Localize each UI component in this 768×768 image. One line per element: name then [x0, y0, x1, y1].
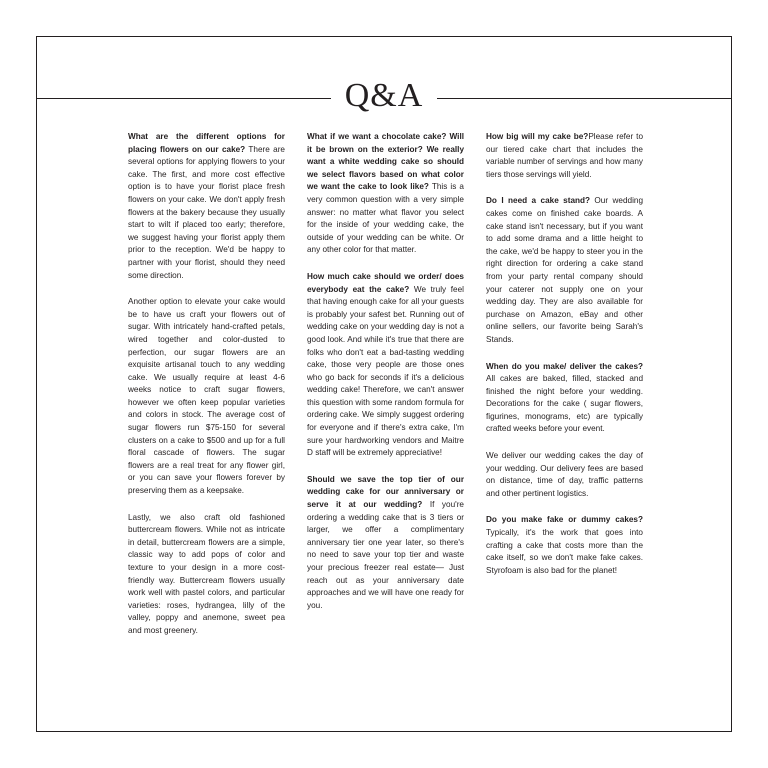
faq-entry [307, 131, 464, 257]
faq-answer: Our wedding cakes come on finished cake boards. A cake stand isn't necessary, but if you want to add some drama and a little height to the cake, we'd be happy to steer you in the right direction for ordering a cake stand from your party rental company should your caterer not supply one on your wedding day. They are also available for purchase on Amazon, eBay and other online sellers, our favorite being Sarah's Stands. [486, 196, 644, 344]
faq-entry [486, 361, 643, 437]
faq-column-2 [307, 131, 464, 612]
faq-question: Do you make fake or dummy cakes? [486, 515, 643, 525]
faq-answer: There are several options for applying flowers to your cake. The first, and more cost effective option is to have your florist place fresh flowers on your cake. We don't apply fresh flowers at the bakery because they usually start to wilt if placed too early; therefore, we suggest having your florist apply them prior to the reception. We'd be happy to partner with your florist, should they need some direction. [128, 144, 285, 280]
faq-question: What if we want a chocolate cake? Will it be brown on the exterior? We really want a white wedding cake so should we select flavors based on what color we want the cake to look like? [307, 132, 464, 192]
faq-entry [128, 296, 285, 498]
faq-question: Should we save the top tier of our wedding cake for our anniversary or serve it at our wedding? [307, 474, 464, 510]
faq-answer: All cakes are baked, filled, stacked and finished the night before your wedding. Decorations for the cake ( sugar flowers, figurines, monograms, etc) are typically crafted weeks before your event. [486, 374, 643, 434]
faq-answer: We truly feel that having enough cake for all your guests is probably your safest bet. Running out of wedding cake on your wedding day is not a good look. And while it's true that there are folks who don't eat a bad-tasting wedding cake, those very people are those ones who go back for seconds if it's a delicious wedding cake! Therefore, we can't answer this question with some random formula for ordering cake. We simply suggest ordering for everyone and if there's extra cake, I'm sure your hardworking vendors and Maitre D staff will be extremely appreciative! [307, 284, 464, 458]
page-title: Q&A [344, 77, 424, 114]
faq-entry [486, 195, 643, 346]
faq-entry [307, 271, 464, 460]
faq-column-3 [486, 131, 643, 577]
faq-answer: Another option to elevate your cake would be to have us craft your flowers out of sugar. With intricately hand-crafted petals, wired together and color-dusted to perfection, our sugar flowers are an exquisite artisanal touch to any wedding cake. We usually require at least 4-6 weeks notice to craft sugar flowers, however we often keep popular varieties and colors in stock. The average cost of sugar flowers run $75-150 for several clusters on a cake to $500 and up for a full floral cascade of flowers. The sugar flowers are a real treat for any flower girl, or you can save your flowers forever by preserving them as a keepsake. [128, 297, 285, 496]
faq-entry [486, 514, 643, 577]
faq-entry [128, 512, 285, 638]
page-title-section [36, 74, 732, 118]
faq-question: How big will my cake be? [486, 132, 589, 141]
faq-question: How much cake should we order/ does everybody eat the cake? [307, 271, 464, 294]
faq-answer: Lastly, we also craft old fashioned buttercream flowers. While not as intricate in detail, buttercream flowers are a simple, classic way to add pops of color and texture to your design in a more cost-friendly way. Buttercream flowers usually work well with pastel colors, and particular varieties: roses, hydrangea, lilly of the valley, poppy and anemone, sweet pea and most greenery. [128, 512, 285, 635]
faq-question: What are the different options for placing flowers on our cake? [128, 132, 285, 154]
faq-answer: This is a very common question with a very simple answer: no matter what flavor you select for the inside of your wedding cake, the outside of your wedding can be white. Or any other color for that matter. [307, 182, 464, 255]
faq-answer: We deliver our wedding cakes the day of your wedding. Our delivery fees are based on distance, time of day, traffic patterns and other pertinent logistics. [486, 451, 643, 498]
faq-answer: Please refer to our tiered cake chart that includes the variable number of servings and how many tiers those servings will yield. [486, 132, 643, 179]
faq-answer: If you're ordering a wedding cake that is 3 tiers or larger, we offer a complimentary anniversary tier one year later, so there's no need to save your top tier and waste your precious freezer real estate— Just reach out as your anniversary date approaches and we will have one ready for you. [307, 500, 464, 610]
faq-question: When do you make/ deliver the cakes? [486, 361, 643, 371]
faq-entry [307, 474, 464, 613]
faq-entry [486, 450, 643, 500]
title-rule-left [36, 98, 331, 99]
faq-question: Do I need a cake stand? [486, 196, 591, 206]
faq-answer: Typically, it's the work that goes into crafting a cake that costs more than the cake itself, so we don't make fake cakes. Styrofoam is also bad for the planet! [486, 528, 643, 575]
faq-column-1 [128, 131, 285, 638]
title-rule-right [437, 98, 732, 99]
faq-columns [128, 131, 644, 638]
faq-entry [486, 131, 643, 181]
faq-entry [128, 131, 285, 282]
